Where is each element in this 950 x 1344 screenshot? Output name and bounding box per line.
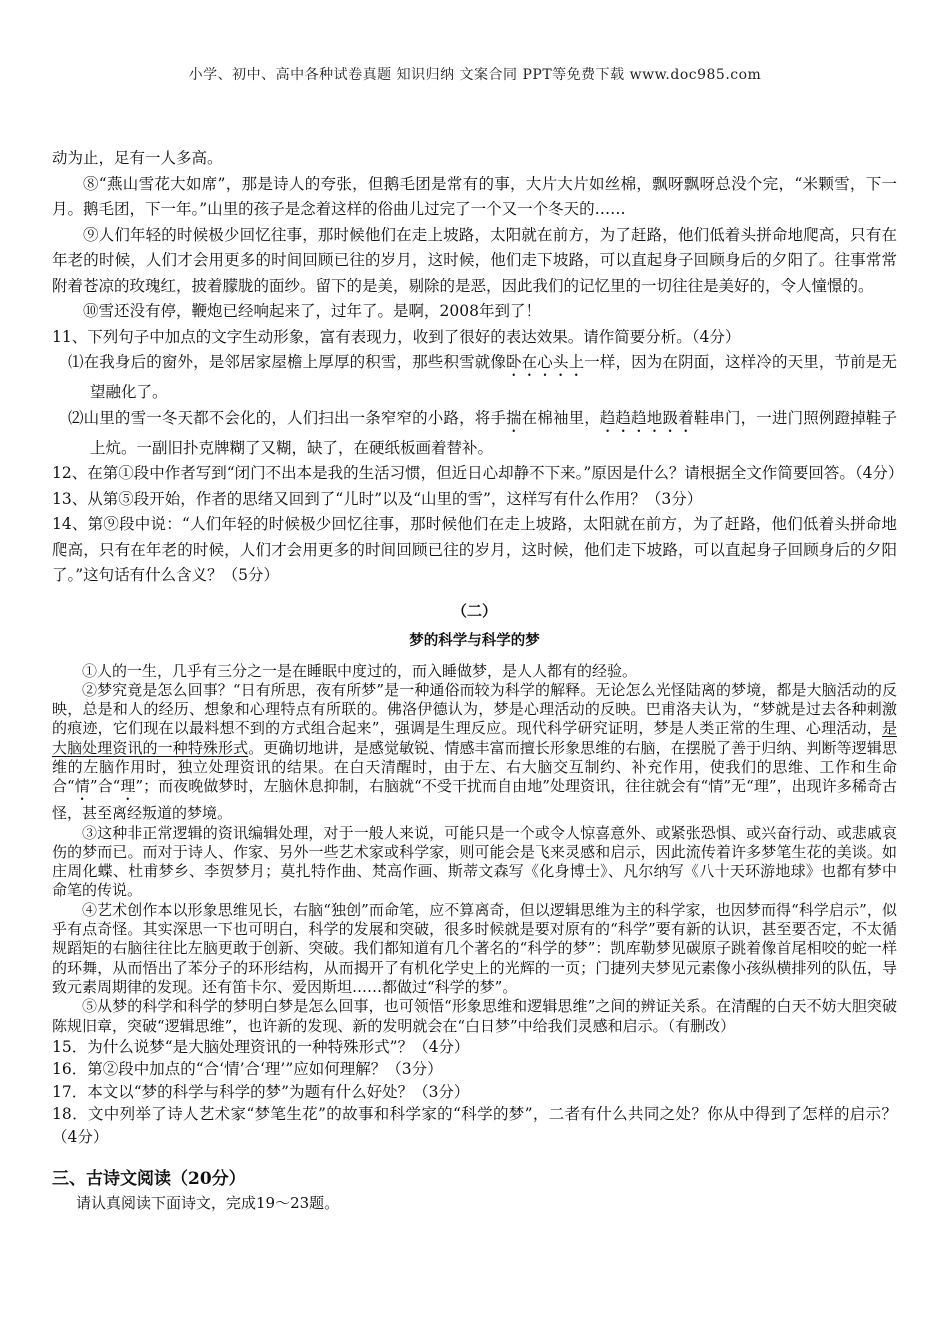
question-13: 13、从第⑤段开始，作者的思绪又回到了“儿时”以及“山里的雪”，这样写有什么作用？（3分） bbox=[52, 489, 703, 508]
paragraph-9: ⑨人们年轻的时候极少回忆往事，那时候他们在走上坡路，太阳就在前方，为了赶路，他们低着头拼命地爬高，只有在年老的时候，人们才会用更多的时间回顾已往的岁月，这时候，他们走下坡路，可以直起身子回顾身后的夕阳了。往事常常附着苍凉的玫瑰红，披着朦胧的面纱。留下的是美，剔除的是恶，因此我们的记忆里的一切往往是美好的，令人憧憬的。 bbox=[52, 225, 897, 295]
article-title: 梦的科学与科学的梦 bbox=[409, 632, 540, 649]
article-body bbox=[52, 662, 897, 1036]
article-paragraph-5: ⑤从梦的科学和科学的梦明白梦是怎么回事，也可领悟“形象思维和逻辑思维”之间的辨证关系。在清醒的白天不妨大胆突破陈规旧章，突破“逻辑思维”，也许新的发现、新的发明就会在“白日梦”中给我们灵感和启示。（有删改） bbox=[52, 997, 897, 1035]
questions-15-18 bbox=[52, 1036, 897, 1149]
q11-s2-text-c: 鞋串门，一进门照例蹬掉鞋子上炕。一副旧扑克牌糊了又糊，缺了，在硬纸板画着替补。 bbox=[90, 408, 897, 457]
question-11-sentence-2 bbox=[52, 406, 897, 462]
article-p2-underlined: 是大脑处理资讯的一种特殊形式 bbox=[52, 719, 897, 757]
q11-s2-text-b: 在棉袖里， bbox=[521, 408, 600, 427]
article-p2-text-b: 。更确切地讲，是感觉敏锐、情感丰富而擅长形象思维的右脑，在摆脱了善于归纳、判断等逻辑思维的左脑作用时，独立处理资讯的结果。在白天清醒时，由于左、右大脑交互制约、补充作用，使我们的思维、工作和生命合“ bbox=[52, 738, 897, 796]
article-paragraph-2 bbox=[52, 681, 897, 824]
paragraph-8: ⑧“燕山雪花大如席”，那是诗人的夸张，但鹅毛团是常有的事，大片大片如丝棉，飘呀飘呀总没个完，“米颗雪，下一月。鹅毛团，下一年。”山里的孩子是念着这样的俗曲儿过完了一个又一个冬天的…… bbox=[52, 174, 897, 218]
article-p2-text-d: ”；而夜晚做梦时，左脑休息抑制，右脑就“不受干扰而自由地”处理资讯，往往就会有“情”无“理”，出现许多稀奇古怪，甚至离经叛道的梦境。 bbox=[52, 777, 897, 823]
question-16: 16．第②段中加点的“合‘情’合‘理’”应如何理解？（3分） bbox=[52, 1060, 443, 1079]
section-3-intro: 请认真阅读下面诗文，完成19～23题。 bbox=[76, 1194, 340, 1213]
question-12: 12、在第①段中作者写到“闭门不出本是我的生活习惯，但近日心却静不下来。”原因是什么？请根据全文作简要回答。（4分） bbox=[52, 464, 904, 482]
part-2-label: （二） bbox=[451, 601, 497, 620]
q11-s1-dotted: 卧在心头上 bbox=[506, 353, 585, 371]
passage1-continuation: 动为止，足有一人多高。 bbox=[52, 149, 223, 167]
page-header: 小学、初中、高中各种试卷真题 知识归纳 文案合同 PPT等免费下载 www.doc985.com bbox=[188, 67, 762, 83]
q11-s2-dotted-1: 揣 bbox=[506, 408, 522, 427]
article-paragraph-4: ④艺术创作本以形象思维见长，右脑“独创”而命笔，应不算离奇，但以逻辑思维为主的科学家，也因梦而得“科学启示”，似乎有点奇怪。其实深思一下也可明白，科学的发展和突破，很多时候就是要对原有的“科学”要有新的认识，甚至要否定，不太循规蹈矩的右脑往往比左脑更敢于创新、突破。我们都知道有几个著名的“科学的梦”：凯库勒梦见碳原子跳着像首尾相咬的蛇一样的环舞，从而悟出了苯分子的环形结构，从而揭开了有机化学史上的光辉的一页；门捷列夫梦见元素像小孩纵横排列的队伍，导致元素周期律的发现。还有笛卡尔、爱因斯坦……都做过“科学的梦”。 bbox=[52, 900, 897, 996]
question-15: 15．为什么说梦“是大脑处理资讯的一种特殊形式”？（4分） bbox=[52, 1037, 470, 1056]
question-17: 17．本文以“梦的科学与科学的梦”为题有什么好处？（3分） bbox=[52, 1082, 470, 1101]
question-11: 11、下列句子中加点的文字生动形象，富有表现力，收到了很好的表达效果。请作简要分析。（4分） bbox=[52, 327, 741, 346]
question-11-sentence-1 bbox=[52, 350, 897, 406]
article-p2-dotted-li: 理 bbox=[120, 777, 136, 796]
question-14: 14、第⑨段中说：“人们年轻的时候极少回忆往事，那时候他们在走上坡路，太阳就在前方，为了赶路，他们低着头拼命地爬高，只有在年老的时候，人们才会用更多的时间回顾已往的岁月，这时候，他们走下坡路，可以直起身子回顾身后的夕阳了。”这句话有什么含义？（5分） bbox=[52, 515, 897, 584]
article-paragraph-3: ③这种非正常逻辑的资讯编辑处理，对于一般人来说，可能只是一个或令人惊喜意外、或紧张恐惧、或兴奋行动、或悲戚哀伤的梦而已。而对于诗人、作家、另外一些艺术家或科学家，则可能会是飞来灵感和启示，因此流传着许多梦笔生花的美谈。如庄周化蝶、杜甫梦乡、李贺梦月；莫扎特作曲、梵高作画、斯蒂文森写《化身博士》、凡尔纳写《八十天环游地球》也都有梦中命笔的传说。 bbox=[52, 823, 897, 900]
question-18: 18．文中列举了诗人艺术家“梦笔生花”的故事和科学家的“科学的梦”，二者有什么共同之处？你从中得到了怎样的启示？（4分） bbox=[52, 1105, 897, 1146]
q11-s1-text-a: ⑴在我身后的窗外，是邻居家屋檐上厚厚的积雪，那些积雪就像 bbox=[68, 353, 507, 371]
article-paragraph-1: ①人的一生，几乎有三分之一是在睡眠中度过的，而入睡做梦，是人人都有的经验。 bbox=[82, 661, 638, 680]
section-3-title: 三、古诗文阅读（20分） bbox=[52, 1169, 246, 1190]
article-p2-dotted-qing: 情 bbox=[74, 777, 90, 796]
q11-s1-text-b: 一样，因为在阴面，这样冷的天里，节前是无望融化了。 bbox=[90, 353, 897, 401]
q11-s2-dotted-2: 趋趋趋地趿着 bbox=[599, 408, 694, 427]
paragraph-10: ⑩雪还没有停，鞭炮已经响起来了，过年了。是啊，2008年到了！ bbox=[83, 302, 541, 320]
document-body bbox=[52, 146, 904, 1214]
q11-s2-text-a: ⑵山里的雪一冬天都不会化的，人们扫出一条窄窄的小路，将手 bbox=[68, 408, 506, 427]
article-p2-text-a: ②梦究竟是怎么回事？“日有所思，夜有所梦”是一种通俗而较为科学的解释。无论怎么光怪陆离的梦境，都是大脑活动的反映，总是和人的经历、想象和心理特点有所联的。佛洛伊德认为，梦是心理活动的反映。巴甫洛夫认为，“梦就是过去各种刺激的痕迹，它们现在以最料想不到的方式组合起来”，强调是生理反应。现代科学研究证明，梦是人类正常的生理、心理活动， bbox=[52, 680, 897, 738]
article-p2-text-c: ”合“ bbox=[89, 777, 121, 796]
